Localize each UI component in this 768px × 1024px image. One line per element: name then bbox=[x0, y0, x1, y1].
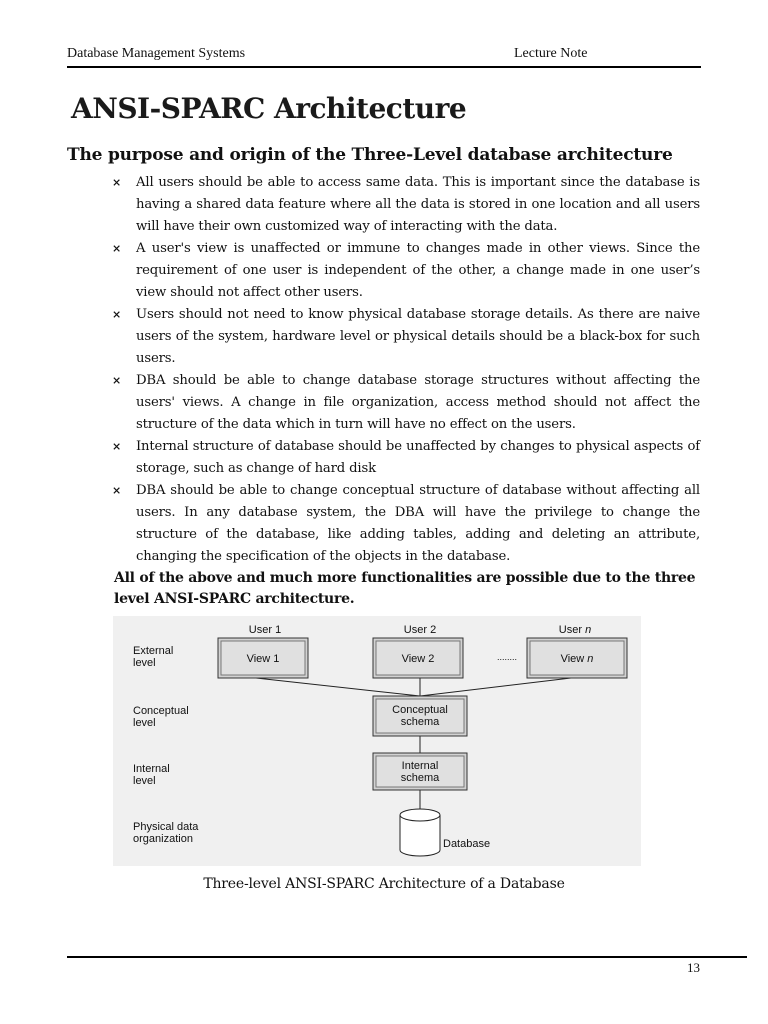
list-item bbox=[112, 238, 700, 304]
internal-schema-box bbox=[373, 753, 467, 790]
page-number: 13 bbox=[687, 960, 700, 975]
view-n-box bbox=[527, 638, 627, 678]
list-item bbox=[112, 436, 700, 480]
list-item-text: A user's view is unaffected or immune to changes made in other views. Since the requirement of one user is independent of the other, a change made in one user’s view should not affect other users. bbox=[136, 241, 700, 300]
conceptual-schema-box bbox=[373, 696, 467, 736]
bullet-cross-icon: × bbox=[112, 440, 122, 453]
level-label-external: External level bbox=[133, 645, 174, 669]
bullet-cross-icon: × bbox=[112, 374, 122, 387]
footer-divider bbox=[67, 956, 747, 958]
list-item bbox=[112, 370, 700, 436]
list-item-text: Internal structure of database should be unaffected by changes to physical aspects of storage, such as change of hard disk bbox=[136, 439, 700, 476]
level-label-physical: Physical data organization bbox=[133, 821, 199, 845]
header-divider bbox=[67, 66, 701, 68]
list-item bbox=[112, 480, 700, 568]
list-item-text: Users should not need to know physical database storage details. As there are naive users of the system, hardware level or physical details should be a black-box for such users. bbox=[136, 307, 700, 366]
purpose-list bbox=[112, 172, 700, 568]
user-1-label: User 1 bbox=[248, 624, 282, 636]
header-note-type: Lecture Note bbox=[514, 46, 588, 61]
internal-schema-label: Internal schema bbox=[400, 760, 440, 784]
bullet-cross-icon: × bbox=[112, 176, 122, 189]
view-1-label: View 1 bbox=[246, 653, 280, 665]
level-label-conceptual: Conceptual level bbox=[133, 705, 189, 729]
bullet-cross-icon: × bbox=[112, 484, 122, 497]
figure-caption: Three-level ANSI-SPARC Architecture of a Database bbox=[203, 876, 565, 892]
page-header bbox=[67, 46, 699, 66]
database-label: Database bbox=[443, 838, 491, 850]
view-1-box bbox=[218, 638, 308, 678]
list-item-text: DBA should be able to change conceptual structure of database without affecting all users. In any database system, the DBA will have the privilege to change the structure of the database, like adding tables, adding and deleting an attribute, changing the specification of the objects in the database. bbox=[136, 483, 700, 564]
view-n-label: View n bbox=[560, 653, 594, 665]
level-label-internal: Internal level bbox=[133, 763, 170, 787]
user-2-label: User 2 bbox=[403, 624, 437, 636]
conclusion-text: All of the above and much more functionalities are possible due to the three level ANSI-SPARC architecture. bbox=[114, 570, 696, 607]
views-ellipsis: ........ bbox=[497, 652, 518, 662]
user-n-label: User n bbox=[558, 624, 592, 636]
page-title: ANSI-SPARC Architecture bbox=[71, 92, 467, 125]
view-2-label: View 2 bbox=[401, 653, 435, 665]
list-item bbox=[112, 172, 700, 238]
three-level-architecture-diagram bbox=[113, 616, 641, 866]
list-item-text: All users should be able to access same data. This is important since the database is having a shared data feature where all the data is stored in one location and all users will have their own customized way of interacting with the data. bbox=[136, 175, 700, 234]
conceptual-schema-label: Conceptual schema bbox=[392, 704, 448, 728]
bullet-cross-icon: × bbox=[112, 308, 122, 321]
bullet-cross-icon: × bbox=[112, 242, 122, 255]
database-cylinder-icon bbox=[400, 809, 440, 856]
section-heading: The purpose and origin of the Three-Level database architecture bbox=[67, 145, 673, 165]
view-2-box bbox=[373, 638, 463, 678]
list-item-text: DBA should be able to change database storage structures without affecting the users' views. A change in file organization, access method should not affect the structure of the data which in turn will have no effect on the users. bbox=[136, 373, 700, 432]
list-item bbox=[112, 304, 700, 370]
header-course-title: Database Management Systems bbox=[67, 46, 246, 61]
